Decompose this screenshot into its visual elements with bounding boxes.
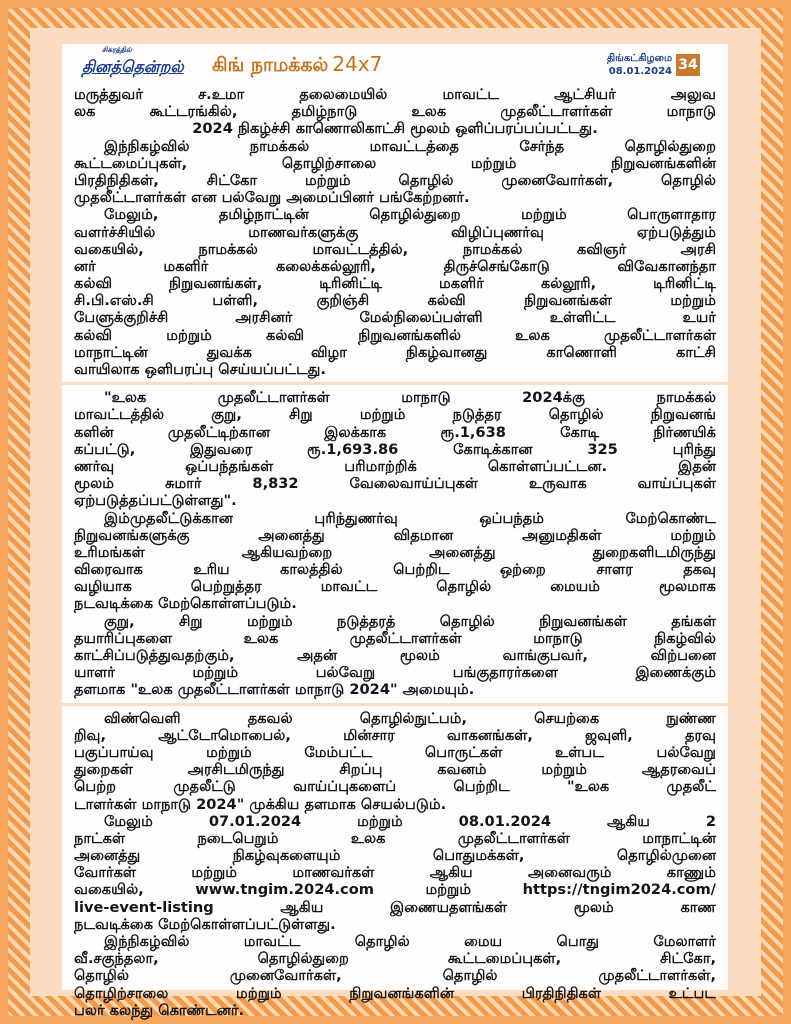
text-line: துறைகள் அரசிடமிருந்து சிறப்பு கவனம் மற்றும் ஆதரவைப்	[74, 761, 716, 779]
text-line: வளர்ச்சியில் மாணவர்களுக்கு விழிப்புணர்வு ஏற்படுத்தும்	[74, 223, 716, 241]
text-line: டாளர்கள் மாநாடு 2024" முக்கிய தளமாக செயல்படும்.	[74, 795, 447, 813]
text-line: லக கூட்டரங்கில், தமிழ்நாடு உலக முதலீட்டாளர்கள் மாநாடு	[74, 103, 716, 121]
text-line: குறு, சிறு மற்றும் நடுத்தரத் தொழில் நிறுவனங்கள் தங்கள்	[104, 612, 716, 630]
newspaper-logo	[82, 46, 202, 80]
text-line: வீ.சகுந்தலா, தொழில்துறை கூட்டமைப்புகள், சிட்கோ,	[74, 950, 716, 968]
text-line: மாநாட்டின் துவக்க விழா நிகழ்வானது காணொளி காட்சி	[74, 343, 716, 361]
text-line: களின் முதலீட்டிற்கான இலக்காக ரூ.1,638 கோடி நிர்ணயிக்	[74, 423, 716, 441]
article-paragraph	[74, 933, 716, 1019]
text-line: மேலும், தமிழ்நாட்டின் தொழில்துறை மற்றும் பொருளாதார	[104, 206, 716, 224]
text-line: வகையில், www.tngim.2024.com மற்றும் https://tngim2024.com/	[74, 881, 716, 899]
text-line: இம்முதலீட்டுக்கான புரிந்துணர்வு ஒப்பந்தம் மேற்கொண்ட	[104, 509, 716, 527]
text-line: நடவடிக்கை மேற்கொள்ளப்பட்டுள்ளது.	[74, 915, 336, 933]
masthead-tag: 24x7	[332, 52, 383, 76]
text-line: live-event-listing ஆகிய இணையதளங்கள் மூலம் காண	[74, 898, 716, 916]
text-line: 2024 நிகழ்ச்சி காணொலிகாட்சி மூலம் ஒளிப்பரப்பப்பட்டது.	[192, 120, 598, 138]
text-line: கல்வி மற்றும் கல்வி நிறுவனங்களில் உலக முதலீட்டாளர்கள்	[74, 326, 716, 344]
text-line: நிறுவனங்களுக்கு அனைத்து விதமான அனுமதிகள் மற்றும்	[74, 526, 716, 544]
weekday: திங்கட்கிழமை	[606, 53, 672, 64]
block-divider	[62, 703, 728, 706]
text-line: அனைத்து நிகழ்வுகளையும் பொதுமக்கள், தொழில்முனை	[74, 847, 716, 865]
text-line: ணர்வு ஒப்பந்தங்கள் பரிமாற்றிக் கொள்ளப்பட்டன. இதன்	[74, 457, 716, 475]
page-number: 34	[676, 54, 700, 76]
article-block-1	[74, 86, 716, 378]
text-line: கப்பட்டு, இதுவரை ரூ.1,693.86 கோடிக்கான 325 புரிந்து	[74, 440, 716, 458]
date-block	[562, 52, 672, 78]
text-line: றிவு, ஆட்டோமொபைல், மின்சார வாகனங்கள், ஜவுளி, தரவு	[74, 726, 716, 744]
issue-date: 08.01.2024	[608, 66, 672, 77]
article-paragraph	[74, 613, 716, 699]
text-line: இந்நிகழ்வில் நாமக்கல் மாவட்டத்தை சேர்ந்த தொழில்துறை	[104, 137, 716, 155]
article-paragraph	[74, 389, 716, 509]
article-paragraph	[74, 86, 716, 138]
text-line: வகையில், நாமக்கல் மாவட்டத்தில், நாமக்கல் கவிஞர் அரசி	[74, 240, 716, 258]
text-line: முதலீட்டாளர்கள் என பல்வேறு அமைப்பினர் பங்கேற்றனர்.	[74, 189, 470, 207]
text-line: ஏற்படுத்தப்பட்டுள்ளது".	[74, 492, 237, 510]
text-line: விண்வெளி தகவல் தொழில்நுட்பம், செயற்கை நுண்ண	[104, 709, 716, 727]
text-line: மூலம் சுமார் 8,832 வேலைவாய்ப்புகள் உருவாக வாய்ப்புகள்	[74, 475, 716, 493]
text-line: னர் மகளிர் கலைக்கல்லூரி, திருச்செங்கோடு விவேகானந்தா	[74, 257, 716, 275]
logo-title: தினத்தென்றல்	[82, 57, 184, 76]
text-line: நடவடிக்கை மேற்கொள்ளப்படும்.	[74, 595, 297, 613]
text-line: விரைவாக உரிய காலத்தில் பெற்றிட ஒற்றை சாளர தகவு	[74, 561, 716, 579]
article-body	[74, 86, 716, 1019]
newspaper-page	[62, 44, 728, 1019]
text-line: பலர் கலந்து கொண்டனர்.	[74, 1001, 245, 1019]
block-divider	[62, 382, 728, 385]
page-header	[62, 44, 728, 84]
text-line: பேளுக்குறிச்சி அரசினர் மேல்நிலைப்பள்ளி உள்ளிட்ட உயர்	[74, 309, 716, 327]
article-paragraph	[74, 510, 716, 613]
text-line: கல்வி நிறுவனங்கள், டிரினிட்டி மகளிர் கல்லூரி, டிரினிட்டி	[74, 275, 716, 293]
masthead-title: கிங் நாமக்கல்	[212, 54, 329, 76]
article-paragraph	[74, 206, 716, 378]
article-block-2	[74, 389, 716, 698]
text-line: சி.பி.எஸ்.சி பள்ளி, குறிஞ்சி கல்வி நிறுவனங்கள் மற்றும்	[74, 292, 716, 310]
text-line: மாவட்டத்தில் குறு, சிறு மற்றும் நடுத்தர தொழில் நிறுவனங்	[74, 406, 716, 424]
text-line: நாட்கள் நடைபெறும் உலக முதலீட்டாளர்கள் மாநாட்டின்	[74, 829, 716, 847]
article-paragraph	[74, 138, 716, 207]
text-line: தொழிற்சாலை மற்றும் நிறுவனங்களின் பிரதிநிதிகள் உட்பட	[74, 984, 716, 1002]
text-line: மருத்துவர் ச.உமா தலைமையில் மாவட்ட ஆட்சியர் அலுவ	[74, 86, 716, 103]
article-paragraph	[74, 710, 716, 813]
text-line: யாளர் மற்றும் பல்வேறு பங்குதாரர்களை இணைக்கும்	[74, 664, 716, 682]
text-line: வழியாக பெற்றுத்தர மாவட்ட தொழில் மையம் மூலமாக	[74, 578, 716, 596]
article-block-3	[74, 710, 716, 1019]
article-paragraph	[74, 813, 716, 933]
text-line: வோர்கள் மற்றும் மாணவர்கள் ஆகிய அனைவரும் காணும்	[74, 864, 716, 882]
text-line: காட்சிப்படுத்துவதற்கும், அதன் மூலம் வாங்குபவர், விற்பனை	[74, 647, 716, 664]
text-line: "உலக முதலீட்டாளர்கள் மாநாடு 2024க்கு நாமக்கல்	[104, 389, 716, 407]
text-line: தயாரிப்புகளை உலக முதலீட்டாளர்கள் மாநாடு நிகழ்வில்	[74, 629, 716, 647]
text-line: மேலும் 07.01.2024 மற்றும் 08.01.2024 ஆகிய 2	[104, 812, 716, 830]
text-line: தளமாக "உலக முதலீட்டாளர்கள் மாநாடு 2024" அமையும்.	[74, 681, 475, 699]
logo-tagline: சிகரத்தில்	[102, 46, 132, 54]
section-masthead	[212, 52, 382, 77]
text-line: பிரதிநிதிகள், சிட்கோ மற்றும் தொழில் முனைவோர்கள், தொழில்	[74, 171, 716, 189]
text-line: பெற்ற முதலீட்டு வாய்ப்புகளைப் பெற்றிட "உலக முதலீட்	[74, 778, 716, 796]
text-line: தொழில் முனைவோர்கள், தொழில் முதலீட்டாளர்கள்,	[74, 967, 716, 985]
text-line: வாயிலாக ஒளிபரப்பு செய்யப்பட்டது.	[74, 361, 326, 378]
text-line: உரிமங்கள் ஆகியவற்றை அனைத்து துறைகளிடமிருந்து	[74, 543, 716, 561]
text-line: கூட்டமைப்புகள், தொழிற்சாலை மற்றும் நிறுவனங்களின்	[74, 154, 716, 172]
text-line: பகுப்பாய்வு மற்றும் மேம்பட்ட பொருட்கள் உள்பட பல்வேறு	[74, 743, 716, 761]
text-line: இந்நிகழ்வில் மாவட்ட தொழில் மைய பொது மேலாளர்	[104, 933, 716, 950]
